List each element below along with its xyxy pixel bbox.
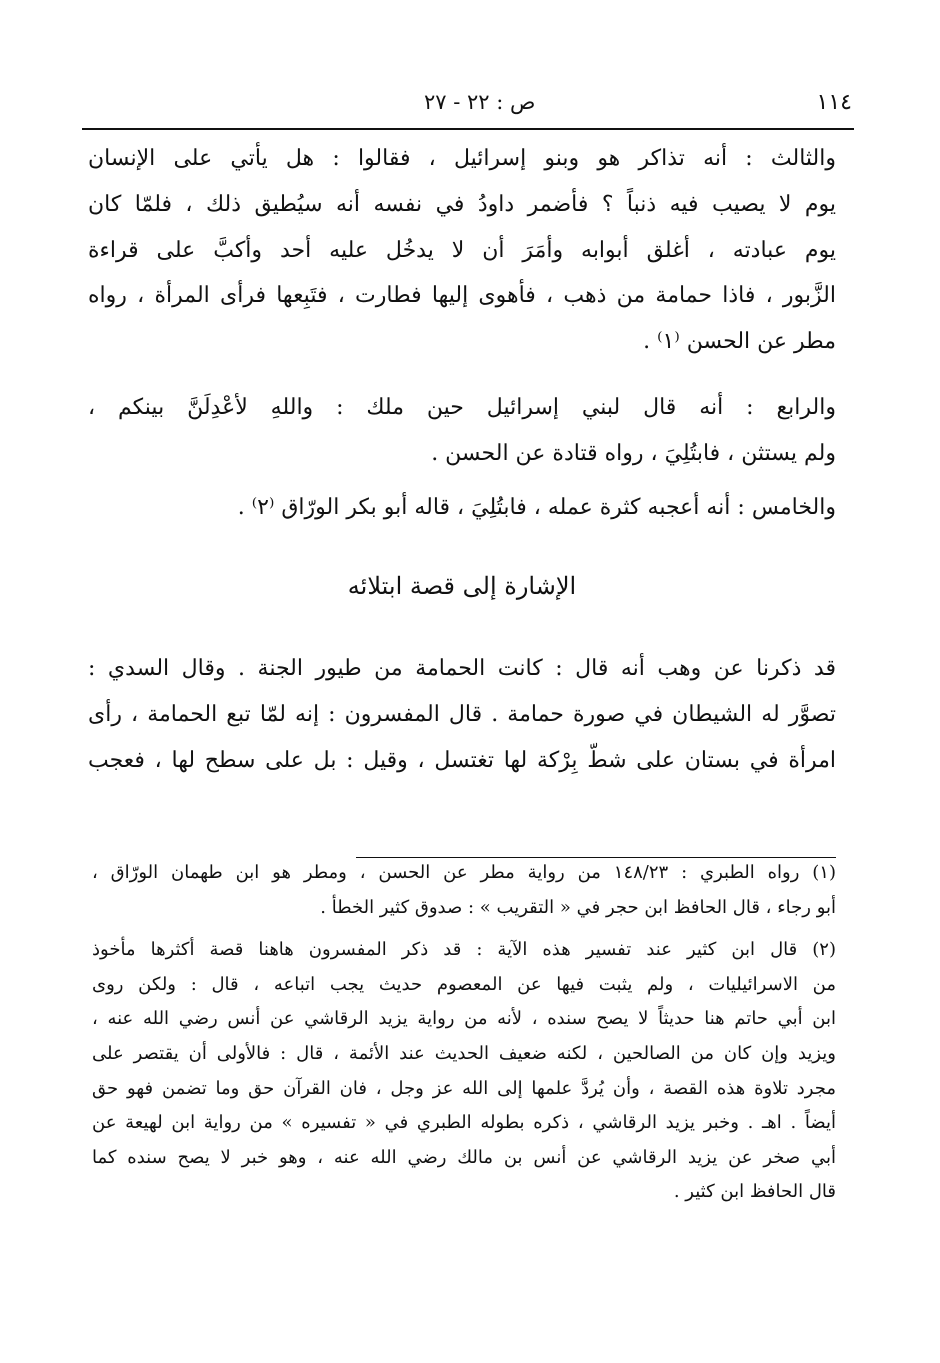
- text-line: يوم عبادته ، أغلق أبوابه وأمَرَ أن لا يدخُل عليه أحد وأكبَّ على قراءة: [88, 237, 836, 263]
- footnote-line: من الاسرائيليات ، ولم يثبت فيها عن المعصوم حديث يجب اتباعه ، قال : ولكن روى: [92, 973, 836, 995]
- paragraph-third-opinion: [88, 136, 836, 365]
- footnote-line: أيضاً . اهـ . وخبر يزيد الرقاشي ، ذكره بطوله الطبري في « تفسيره » من رواية ابن لهيعة عن: [92, 1112, 836, 1134]
- footnote-line: (٢) قال ابن كثير عند تفسير هذه الآية : قد ذكر المفسرون هاهنا قصة أكثرها مأخوذ: [92, 939, 836, 961]
- page-header: [82, 80, 852, 124]
- paragraph-fifth-opinion: [88, 485, 836, 531]
- footnote-line: (١) رواه الطبري : ١٤٨/٢٣ من رواية مطر عن الحسن ، ومطر هو ابن طهمان الورّاق ،: [92, 862, 836, 883]
- text-line: امرأة في بستان على شطّ بِرْكة لها تغتسل ، وقيل : بل على سطح لها ، فعجب: [88, 747, 836, 773]
- footnote-line: أبي صخر عن يزيد الرقاشي عن أنس بن مالك رضي الله عنه ، وهو خبر لا يصح سنده كما: [92, 1146, 836, 1168]
- paragraph-story: [88, 646, 836, 783]
- footnote-line: ويزيد وإن كان من الصالحين ، لكنه ضعيف الحديث عند الأئمة ، قال : فالأولى أن يقتصر على: [92, 1042, 836, 1064]
- text-line: مطر عن الحسن ⁽١⁾ .: [643, 329, 836, 355]
- footnote-line: قال الحافظ ابن كثير .: [673, 1181, 836, 1203]
- footnote-1: [92, 856, 836, 925]
- text-line: الزَّبور ، فاذا حمامة من ذهب ، فأهوى إليها فطارت ، فتَبِعها فرأى المرأة ، رواه: [88, 283, 836, 309]
- text-line: والخامس : أنه أعجبه كثرة عمله ، فابتُلِيَ ، قاله أبو بكر الورّاق ⁽٢⁾ .: [237, 494, 836, 520]
- footnote-line: أبو رجاء ، قال الحافظ ابن حجر في « التقريب » : صدوق كثير الخطأ .: [320, 896, 836, 918]
- text-line: تصوَّر له الشيطان في صورة حمامة . قال المفسرون : إنه لمّا تبع الحمامة ، رأى: [88, 702, 836, 728]
- footnotes: [92, 856, 836, 1210]
- text-line: ولم يستثن ، فابتُلِيَ ، رواه قتادة عن الحسن .: [431, 440, 836, 466]
- header-divider: [82, 128, 854, 130]
- footnote-2: [92, 933, 836, 1210]
- page-number: ١١٤: [816, 89, 852, 115]
- text-line: والثالث : أنه تذاكر هو وبنو إسرائيل ، فقالوا : هل يأتي على الإنسان: [88, 146, 836, 171]
- paragraph-fourth-opinion: [88, 385, 836, 477]
- footnote-line: مجرد تلاوة هذه القصة ، وأن يُردَّ علمها إلى الله عز وجل ، فان القرآن حق وما تضمن فهو حق: [92, 1077, 836, 1099]
- main-text: [88, 136, 836, 784]
- text-line: والرابع : أنه قال لبني إسرائيل حين ملك : واللهِ لأعْدِلَنَّ بينكم ،: [88, 394, 836, 420]
- running-reference: ص : ٢٢ - ٢٧: [424, 90, 536, 114]
- text-line: يوم لا يصيب فيه ذنباً ؟ فأضمر داودُ في نفسه أنه سيُطيق ذلك ، فلمّا كان: [88, 191, 836, 217]
- section-heading: الإشارة إلى قصة ابتلائه: [347, 572, 577, 601]
- text-line: قد ذكرنا عن وهب أنه قال : كانت الحمامة من طيور الجنة . وقال السدي :: [88, 656, 836, 682]
- footnote-line: ابن أبي حاتم هنا حديثاً لا يصح سنده ، لأنه من رواية يزيد الرقاشي عن أنس رضي الله عنه ،: [92, 1008, 836, 1030]
